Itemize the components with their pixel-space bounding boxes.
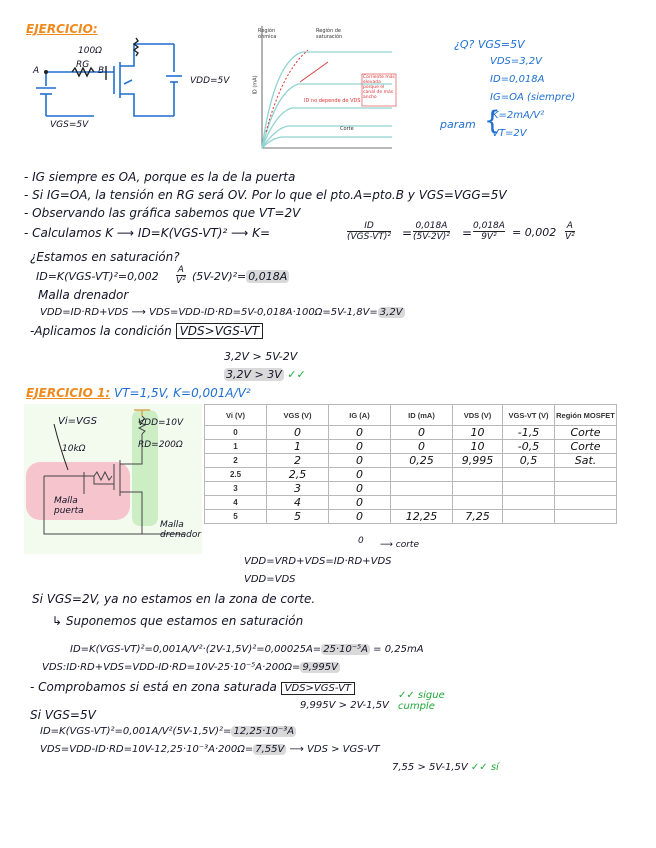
table-row [205,468,617,482]
exercise-1-heading: EJERCICIO 1: VT=1,5V, K=0,001A/V² [26,386,251,400]
table-cell: 1 [205,440,267,454]
table-cell: -0,5 [503,440,555,454]
vdd-eq-vds: VDD=VDS [244,574,296,585]
table-cell: 5 [267,510,329,524]
vi-label: Vi=VGS [58,416,97,427]
table-cell [453,482,503,496]
table-header-row [205,405,617,426]
id-calc: ID=K(VGS-VT)²=0,002 [36,270,159,283]
graph-corte: Corte [340,126,354,132]
frac4: A V² [565,221,575,242]
apply-condition: -Aplicamos la condición VDS>VGS-VT [30,324,263,338]
table-cell: 0 [391,426,453,440]
condition-step-2: 3,2V > 3V ✓✓ [226,368,306,381]
rg-label: RG [76,60,90,70]
frac2: 0,018A (5V-2V)² [413,221,450,242]
table-cell: 1 [267,440,329,454]
corte-note: ⟶ corte [380,540,419,550]
vdd-loop-eq: VDD=VRD+VDS=ID·RD+VDS [244,556,392,567]
table-cell: 0,25 [391,454,453,468]
table-cell: 0 [329,440,391,454]
line-rg-zero: - Si IG=OA, la tensión en RG será OV. Por lo que el pto.A=pto.B y VGS=VGG=5V [24,188,507,202]
frac1: ID (VGS-VT)² [347,221,392,242]
col-header: Región MOSFET [555,405,617,426]
table-cell: 0 [329,482,391,496]
malla-drenador-2-label: Malla drenador [160,520,202,540]
rd-label: 100Ω [78,46,103,56]
rg-10k-label: 10kΩ [62,444,86,454]
table-cell: 0 [329,468,391,482]
step-6: 9,995V > 2V-1,5V [300,700,389,711]
col-header: VGS-VT (V) [503,405,555,426]
results-table [204,404,617,524]
eq2: = [462,226,473,240]
table-cell: 0 [329,496,391,510]
id-calc-rest: (5V-2V)²= 0,018A [192,270,288,283]
table-cell: 0 [391,440,453,454]
col-header: VGS (V) [267,405,329,426]
table-cell [555,468,617,482]
table-cell [555,496,617,510]
table-cell: 4 [205,496,267,510]
col-header: Vi (V) [205,405,267,426]
step-1: Si VGS=2V, ya no estamos en la zona de corte. [32,592,316,606]
graph-region-ohmic: Región óhmica [258,28,277,40]
table-cell [391,496,453,510]
given-q: ¿Q? VGS=5V [454,38,525,51]
table-row [205,510,617,524]
table-cell [453,496,503,510]
table-row [205,440,617,454]
given-vt: VT=2V [492,128,527,139]
table-cell: 0,5 [503,454,555,468]
table-cell [503,468,555,482]
col-header: IG (A) [329,405,391,426]
table-cell [391,468,453,482]
table-cell: -1,5 [503,426,555,440]
table-cell [503,496,555,510]
table-cell: 5 [205,510,267,524]
line-k-calc: - Calculamos K ⟶ ID=K(VGS-VT)² ⟶ K= [24,226,271,240]
vdd-equation: VDD=ID·RD+VDS ⟶ VDS=VDD-ID·RD=5V-0,018A·100Ω=5V-1,8V= 3,2V [40,307,403,318]
given-ig: IG=OA (siempre) [490,92,576,103]
vdd-10v-label: VDD=10V [138,418,184,428]
question-saturation: ¿Estamos en saturación? [30,250,180,264]
malla-puerta-label: Malla puerta [54,496,84,516]
table-cell [503,482,555,496]
exercise-title: EJERCICIO: [26,22,98,36]
table-cell: 0 [329,426,391,440]
vdd-source-label: VDD=5V [190,76,230,86]
param-brace: { [484,106,501,136]
id-vds-characteristic-graph [252,22,398,162]
given-vds: VDS=3,2V [490,56,543,67]
eq1: = [402,226,413,240]
step-5: - Comprobamos si está en zona saturada VDS>VGS-VT [30,680,355,694]
table-cell: 0 [267,426,329,440]
table-cell: 2 [267,454,329,468]
node-b-label: B [98,66,105,76]
step-6-check: ✓✓ sigue cumple [398,690,445,712]
table-row [205,454,617,468]
step-2: ↳ Suponemos que estamos en saturación [52,614,304,628]
step-7: Si VGS=5V [30,708,96,722]
table-cell: 3 [267,482,329,496]
condition-step-1: 3,2V > 5V-2V [224,350,298,363]
table-cell: Corte [555,426,617,440]
graph-ylabel: ID (mA) [252,75,259,95]
table-cell [453,468,503,482]
table-cell: 0 [329,510,391,524]
table-cell [555,482,617,496]
line-vt: - Observando las gráfica sabemos que VT=2V [24,206,301,220]
zero-note: 0 [358,536,364,546]
table-cell [391,482,453,496]
col-header: ID (mA) [391,405,453,426]
malla-drenador-label: Malla drenador [38,288,129,302]
table-row [205,482,617,496]
table-cell: 3 [205,482,267,496]
line-ig-zero: - IG siempre es OA, porque es la de la puerta [24,170,296,184]
rd-200-label: RD=200Ω [138,440,183,450]
vgs-source-label: VGS=5V [50,120,89,130]
step-4: VDS:ID·RD+VDS=VDD-ID·RD=10V-25·10⁻⁵A·200Ω= 9,995V [42,662,338,673]
table-cell: 7,25 [453,510,503,524]
table-cell: 10 [453,440,503,454]
table-cell: 0 [329,454,391,468]
table-row [205,496,617,510]
table-cell: Sat. [555,454,617,468]
graph-region-sat: Región de saturación [316,28,343,40]
step-10: 7,55 > 5V-1,5V ✓✓ sí [392,762,499,773]
table-row [205,426,617,440]
graph-id-note: ID no depende de VDS [304,98,361,104]
given-k: K=2mA/V² [492,110,545,121]
table-cell: 0 [205,426,267,440]
table-cell [555,510,617,524]
table-cell: 12,25 [391,510,453,524]
table-cell: 2.5 [205,468,267,482]
given-id: ID=0,018A [490,74,545,85]
given-param-label: param [440,118,476,131]
table-cell: 2 [205,454,267,468]
col-header: VDS (V) [453,405,503,426]
table-cell: 4 [267,496,329,510]
frac3: 0,018A 9V² [473,221,505,242]
step-9: VDS=VDD-ID·RD=10V-12,25·10⁻³A·200Ω= 7,55V ⟶ VDS > VGS-VT [40,744,380,755]
table-cell [503,510,555,524]
eq3: = 0,002 [512,226,557,239]
step-8: ID=K(VGS-VT)²=0,001A/V²(5V-1,5V)²= 12,25·10⁻³A [40,726,295,737]
table-cell: 2,5 [267,468,329,482]
node-a-label: A [33,66,40,76]
graph-note: Corriente más elevada porque el canal de más ancho [363,75,395,100]
table-cell: 10 [453,426,503,440]
table-cell: 9,995 [453,454,503,468]
id-calc-frac: A V² [176,265,186,286]
table-cell: Corte [555,440,617,454]
step-3: ID=K(VGS-VT)²=0,001A/V²·(2V-1,5V)²=0,00025A= 25·10⁻⁵A = 0,25mA [70,644,424,655]
